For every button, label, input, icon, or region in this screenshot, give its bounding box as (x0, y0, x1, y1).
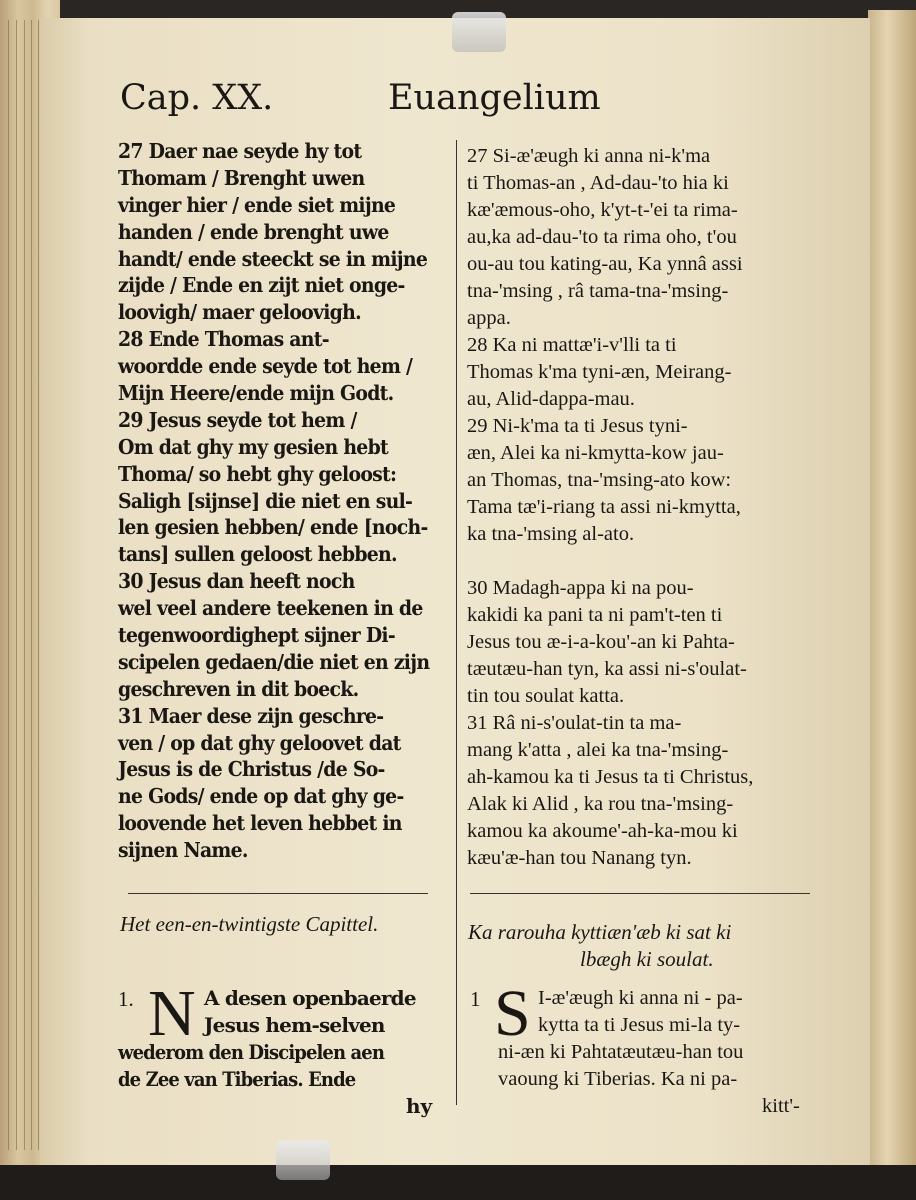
text-line: vinger hier / ende siet mijne (118, 192, 396, 217)
verse-line: A desen openbaerde (204, 986, 416, 1010)
text-line: ne Gods/ ende op dat ghy ge- (118, 784, 404, 809)
text-line: loovigh/ maer geloovigh. (118, 300, 361, 325)
verse-line: Jesus hem-selven (204, 1013, 385, 1037)
text-line: 29 Jesus seyde tot hem / (118, 407, 357, 432)
text-line: len gesien hebben/ ende [noch- (118, 515, 428, 540)
verse-line: I-æ'æugh ki anna ni - pa- (538, 987, 743, 1009)
text-line: ka tna-'msing al-ato. (467, 523, 635, 545)
verse-line: kytta ta ti Jesus mi-la ty- (538, 1014, 741, 1036)
text-line: au, Alid-dappa-mau. (467, 388, 635, 410)
left-chapter-rule (128, 893, 428, 894)
verse-line: vaoung ki Tiberias. Ka ni pa- (498, 1068, 738, 1090)
text-line: kæ'æmous-oho, k'yt-t-'ei ta rima- (467, 199, 738, 221)
left-column-dutch (118, 138, 438, 864)
text-line: tin tou soulat katta. (467, 685, 625, 707)
right-page-edge (868, 10, 916, 1200)
text-line: 28 Ende Thomas ant- (118, 327, 329, 352)
text-line: Jesus tou æ-i-a-kou'-an ki Pahta- (467, 631, 735, 653)
text-line: handt/ ende steeckt se in mijne (118, 246, 428, 271)
text-line: ah-kamou ka ti Jesus ta ti Christus, (467, 766, 754, 788)
text-line: au,ka ad-dau-'to ta rima oho, t'ou (467, 226, 737, 248)
text-line: 27 Daer nae seyde hy tot (118, 139, 362, 163)
text-line: 30 Jesus dan heeft noch (118, 569, 355, 594)
text-line: Thomas k'ma tyni-æn, Meirang- (467, 361, 732, 383)
chapter-caption-formosan-line1: Ka rarouha kyttiæn'æb ki sat ki (468, 920, 732, 944)
drop-cap: N (148, 977, 196, 1050)
text-line: ti Thomas-an , Ad-dau-'to hia ki (467, 172, 729, 194)
text-line: 28 Ka ni mattæ'i-v'lli ta ti (467, 334, 677, 356)
text-line: handen / ende brenght uwe (118, 219, 389, 244)
blank-line (467, 548, 812, 575)
verse-line: wederom den Discipelen aen (118, 1040, 385, 1064)
text-line: tæutæu-han tyn, ka assi ni-s'oulat- (467, 658, 747, 680)
text-line: loovende het leven hebbet in (118, 811, 402, 836)
text-line: 27 Si-æ'æugh ki anna ni-k'ma (467, 145, 711, 167)
text-line: Mijn Heere/ende mijn Godt. (118, 381, 394, 406)
text-line: zijde / Ende en zijt niet onge- (118, 273, 405, 298)
text-line: tans] sullen geloost hebben. (118, 542, 397, 567)
text-line: 29 Ni-k'ma ta ti Jesus tyni- (467, 415, 688, 437)
column-divider (456, 140, 457, 1105)
text-line: Saligh [sijnse] die niet en sul- (118, 488, 413, 513)
text-line: tegenwoordighept sijner Di- (118, 623, 395, 648)
verse-number: 1 (470, 987, 481, 1011)
text-line: wel veel andere teekenen in de (118, 596, 423, 621)
text-line: ven / op dat ghy geloovet dat (118, 730, 401, 755)
text-line: æn, Alei ka ni-kmytta-kow jau- (467, 442, 724, 464)
text-line: woordde ende seyde tot hem / (118, 354, 413, 379)
chapter-caption-dutch: Het een-en-twintigste Capittel. (120, 912, 379, 936)
right-column-formosan (467, 143, 812, 872)
text-line: mang k'atta , alei ka tna-'msing- (467, 739, 729, 761)
chapter-heading: Cap. XX. (120, 78, 274, 118)
text-line: tna-'msing , râ tama-tna-'msing- (467, 280, 729, 302)
text-line: 31 Râ ni-s'oulat-tin ta ma- (467, 712, 682, 734)
text-line: geschreven in dit boeck. (118, 676, 359, 701)
text-line: kakidi ka pani ta ni pam't-ten ti (467, 604, 723, 626)
verse-line: ni-æn ki Pahtatæutæu-han tou (498, 1041, 744, 1063)
text-line: Jesus is de Christus /de So- (118, 757, 385, 782)
text-line: Tama tæ'i-riang ta assi ni-kmytta, (467, 496, 741, 518)
running-title: Euangelium (388, 78, 601, 118)
drop-cap: S (494, 977, 531, 1050)
text-line: scipelen gedaen/die niet en zijn (118, 649, 430, 674)
text-line: Om dat ghy my gesien hebt (118, 434, 389, 459)
bottom-clip (276, 1140, 330, 1180)
text-line: Thoma/ so hebt ghy geloost: (118, 461, 397, 486)
text-line: 30 Madagh-appa ki na pou- (467, 577, 694, 599)
verse-line: de Zee van Tiberias. Ende (118, 1067, 356, 1091)
text-line: ou-au tou kating-au, Ka ynnâ assi (467, 253, 743, 275)
right-chapter-rule (470, 893, 810, 894)
verse-number: 1. (118, 987, 134, 1011)
text-line: kæu'æ-han tou Nanang tyn. (467, 847, 692, 869)
text-line: appa. (467, 307, 511, 329)
top-clip (452, 12, 506, 52)
text-line: Thomam / Brenght uwen (118, 165, 365, 190)
text-line: kamou ka akoume'-ah-ka-mou ki (467, 820, 738, 842)
bottom-shadow (0, 1165, 916, 1200)
text-line: Alak ki Alid , ka rou tna-'msing- (467, 793, 734, 815)
verse-line: kitt'- (762, 1095, 800, 1117)
text-line: 31 Maer dese zijn geschre- (118, 703, 384, 728)
text-line: an Thomas, tna-'msing-ato kow: (467, 469, 732, 491)
text-line: sijnen Name. (118, 838, 248, 863)
chapter-caption-formosan-line2: lbægh ki soulat. (580, 947, 714, 971)
verse-line: hy (406, 1094, 433, 1118)
